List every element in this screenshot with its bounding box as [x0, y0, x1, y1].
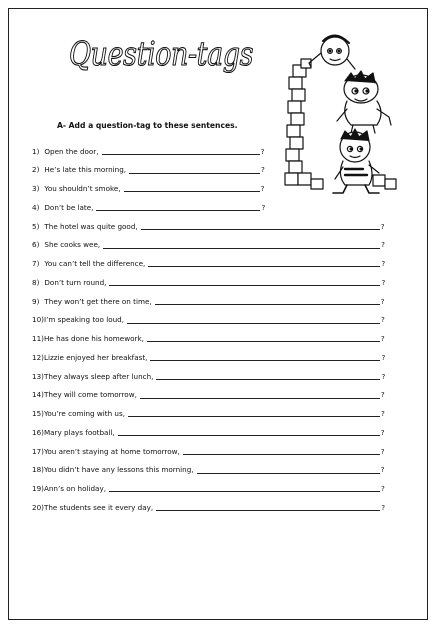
exercise-number: 15): [32, 409, 44, 419]
exercise-sentence: Open the door,: [44, 146, 99, 156]
exercise-item: [32, 155, 402, 174]
exercise-number: 8): [32, 277, 40, 287]
exercise-item: [32, 267, 402, 286]
exercise-item: [32, 342, 402, 361]
exercise-sentence: They will come tomorrow,: [43, 390, 137, 400]
exercise-sentence: You can’t tell the difference,: [44, 259, 146, 269]
exercise-sentence: Don’t turn round,: [44, 277, 107, 287]
exercise-number: 4): [32, 202, 40, 212]
exercise-item: [32, 192, 402, 211]
answer-blank[interactable]: [155, 304, 380, 305]
answer-blank[interactable]: [148, 266, 380, 267]
exercise-item: [32, 305, 402, 324]
exercise-number: 20): [32, 502, 44, 512]
exercise-number: 16): [32, 427, 44, 437]
exercise-sentence: He’s late this morning,: [44, 165, 127, 175]
top-child: [309, 35, 355, 69]
exercise-item: [32, 399, 402, 418]
exercise-item: [32, 455, 402, 474]
answer-blank[interactable]: [156, 510, 380, 511]
question-mark: ?: [380, 296, 385, 306]
exercise-number: 14): [32, 390, 44, 400]
exercise-sentence: You aren’t staying at home tomorrow,: [43, 446, 180, 456]
answer-blank[interactable]: [183, 454, 380, 455]
question-mark: ?: [380, 334, 385, 344]
exercise-item: [32, 436, 402, 455]
question-mark: ?: [261, 165, 265, 175]
exercise-sentence: I’m speaking too loud,: [43, 315, 125, 325]
exercise-sentence: They won’t get there on time,: [44, 296, 152, 306]
question-mark: ?: [381, 315, 385, 325]
exercise-item: [32, 324, 402, 343]
answer-blank[interactable]: [109, 285, 380, 286]
answer-blank[interactable]: [150, 360, 380, 361]
exercise-number: 5): [32, 221, 40, 231]
exercise-item: [32, 174, 402, 193]
exercise-sentence: Ann’s on holiday,: [43, 484, 106, 494]
question-mark: ?: [381, 502, 386, 512]
answer-blank[interactable]: [118, 435, 380, 436]
exercise-sentence: He has done his homework,: [43, 334, 144, 344]
exercise-item: [32, 136, 402, 155]
question-mark: ?: [381, 371, 386, 381]
answer-blank[interactable]: [124, 191, 260, 192]
question-mark: ?: [380, 390, 385, 400]
answer-blank[interactable]: [127, 323, 380, 324]
worksheet-title: [67, 23, 257, 79]
exercise-number: 19): [32, 484, 44, 494]
exercise-number: 17): [32, 446, 44, 456]
exercise-item: [32, 380, 402, 399]
exercise-item: [32, 474, 402, 493]
exercise-sentence: You shouldn’t smoke,: [44, 184, 121, 194]
title-text: Question-tags: [69, 34, 253, 73]
exercise-sentence: Lizzie enjoyed her breakfast,: [43, 352, 148, 362]
exercise-sentence: The students see it every day,: [43, 502, 154, 512]
exercise-sentence: You’re coming with us,: [43, 409, 125, 419]
question-mark: ?: [381, 240, 385, 250]
question-mark: ?: [381, 409, 385, 419]
answer-blank[interactable]: [109, 491, 380, 492]
exercise-item: [32, 492, 402, 511]
exercise-number: 1): [32, 146, 40, 156]
question-mark: ?: [381, 277, 386, 287]
instruction-heading: A- Add a question-tag to these sentences.: [57, 121, 238, 130]
exercise-sentence: Don’t be late,: [44, 202, 94, 212]
exercise-number: 13): [32, 371, 44, 381]
answer-blank[interactable]: [141, 229, 380, 230]
answer-blank[interactable]: [129, 173, 260, 174]
question-mark: ?: [381, 259, 386, 269]
exercise-list: [32, 136, 402, 511]
answer-blank[interactable]: [128, 416, 380, 417]
question-mark: ?: [380, 446, 385, 456]
exercise-number: 10): [32, 315, 44, 325]
question-mark: ?: [380, 427, 385, 437]
exercise-sentence: You didn’t have any lessons this morning,: [43, 465, 194, 475]
answer-blank[interactable]: [156, 379, 380, 380]
exercise-number: 9): [32, 296, 40, 306]
exercise-item: [32, 286, 402, 305]
exercise-sentence: She cooks wee,: [44, 240, 101, 250]
exercise-sentence: The hotel was quite good,: [44, 221, 138, 231]
exercise-number: 3): [32, 184, 40, 194]
question-mark: ?: [380, 465, 385, 475]
exercise-item: [32, 361, 402, 380]
exercise-number: 18): [32, 465, 44, 475]
middle-child: [337, 71, 391, 133]
answer-blank[interactable]: [96, 210, 260, 211]
question-mark: ?: [381, 352, 386, 362]
question-mark: ?: [380, 221, 385, 231]
exercise-number: 12): [32, 352, 44, 362]
worksheet-page: [8, 8, 428, 620]
question-mark: ?: [260, 146, 265, 156]
exercise-sentence: They always sleep after lunch,: [43, 371, 154, 381]
exercise-item: [32, 211, 402, 230]
answer-blank[interactable]: [102, 154, 260, 155]
answer-blank[interactable]: [140, 398, 380, 399]
exercise-sentence: Mary plays football,: [43, 427, 115, 437]
question-mark: ?: [380, 484, 385, 494]
answer-blank[interactable]: [147, 341, 380, 342]
exercise-item: [32, 417, 402, 436]
exercise-item: [32, 249, 402, 268]
question-mark: ?: [260, 184, 265, 194]
exercise-number: 7): [32, 259, 40, 269]
exercise-item: [32, 230, 402, 249]
answer-blank[interactable]: [103, 248, 380, 249]
exercise-number: 6): [32, 240, 40, 250]
answer-blank[interactable]: [197, 473, 380, 474]
exercise-number: 11): [32, 334, 44, 344]
exercise-number: 2): [32, 165, 40, 175]
question-mark: ?: [261, 202, 266, 212]
